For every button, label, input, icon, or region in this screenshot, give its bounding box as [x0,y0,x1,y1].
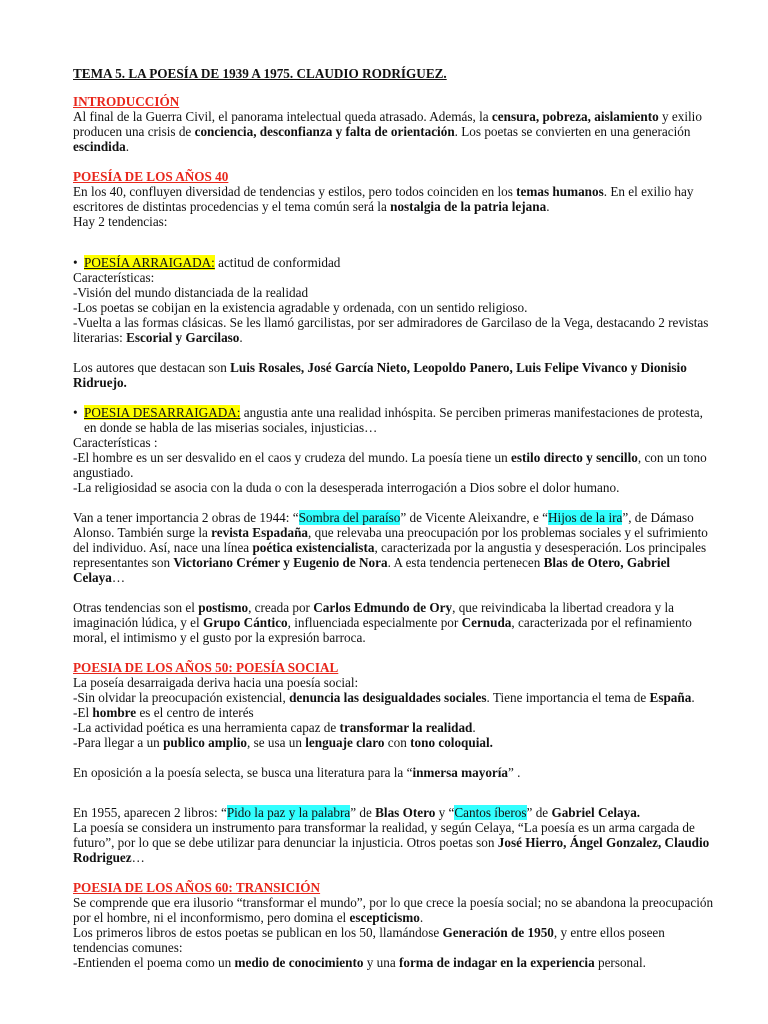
list-item: -Para llegar a un publico amplio, se usa un lenguaje claro con tono coloquial. [73,735,493,750]
section-heading: POESIA DE LOS AÑOS 60: TRANSICIÓN [73,880,321,895]
list-item: -La religiosidad se asocia con la duda o con la desesperada interrogación a Dios sobre el dolor humano. [73,480,620,495]
bullet-poesia-arraigada: • POESÍA ARRAIGADA: actitud de conformidad [73,255,341,270]
section-heading: INTRODUCCIÓN [73,94,180,109]
list-item: -El hombre es un ser desvalido en el caos y crudeza del mundo. La poesía tiene un estilo directo y sencillo, con un tono angustiado. [73,450,707,480]
highlighted-term: POESIA DESARRAIGADA: [84,405,241,420]
highlighted-title: Pido la paz y la palabra [226,805,351,820]
paragraph: Van a tener importancia 2 obras de 1944: “Sombra del paraíso” de Vicente Aleixandre, e “Hijos de la ira”, de Dámaso Alonso. También surge la revista Espadaña, que relevaba una preocupación por los problemas sociales y el sufrimiento del individuo. Así, nace una línea poética existencialista, caracterizada por la angustia y desesperación. Los principales representantes son Victoriano Crémer y Eugenio de Nora. A esta tendencia pertenecen Blas de Otero, Gabriel Celaya… [73,510,708,585]
list-item: -Visión del mundo distanciada de la realidad [73,285,309,300]
paragraph: Hay 2 tendencias: [73,214,168,229]
section-anos-60 [73,880,718,970]
paragraph: Los primeros libros de estos poetas se publican en los 50, llamándose Generación de 1950, y entre ellos poseen tendencias comunes: [73,925,665,955]
section-anos-40 [73,169,718,645]
list-item: -Los poetas se cobijan en la existencia agradable y ordenada, con un sentido religioso. [73,300,528,315]
highlighted-title: Sombra del paraíso [298,510,401,525]
highlighted-title: Cantos íberos [454,805,527,820]
paragraph: La poesía se considera un instrumento para transformar la realidad, y según Celaya, “La poesía es un arma cargada de futuro”, por lo que se debe utilizar para denunciar la injusticia. Otros poetas son José Hierro, Ángel Gonzalez, Claudio Rodriguez… [73,820,710,865]
highlighted-term: POESÍA ARRAIGADA: [84,255,215,270]
paragraph: Se comprende que era ilusorio “transformar el mundo”, por lo que crece la poesía social; no se abandona la preocupación por el hombre, ni el inconformismo, pero domina el escepticismo. [73,895,714,925]
paragraph: En oposición a la poesía selecta, se busca una literatura para la “inmersa mayoría” . [73,765,521,780]
document-title: TEMA 5. LA POESÍA DE 1939 A 1975. CLAUDIO RODRÍGUEZ. [73,66,447,81]
bullet-icon: • [73,405,78,420]
section-heading: POESIA DE LOS AÑOS 50: POESÍA SOCIAL [73,660,339,675]
list-item: -La actividad poética es una herramienta capaz de transformar la realidad. [73,720,476,735]
paragraph: Al final de la Guerra Civil, el panorama intelectual queda atrasado. Además, la censura, pobreza, aislamiento y exilio producen una crisis de conciencia, desconfianza y falta de orientación. Los poetas se convierten en una generación escindida. [73,109,702,154]
list-label: Características : [73,435,158,450]
section-introduccion [73,94,718,154]
section-heading: POESÍA DE LOS AÑOS 40 [73,169,229,184]
list-item: -El hombre es el centro de interés [73,705,254,720]
highlighted-title: Hijos de la ira [548,510,623,525]
list-item: -Entienden el poema como un medio de conocimiento y una forma de indagar en la experiencia personal. [73,955,646,970]
bullet-icon: • [73,255,78,270]
paragraph: En 1955, aparecen 2 libros: “Pido la paz y la palabra” de Blas Otero y “Cantos íberos” de Gabriel Celaya. [73,805,641,820]
section-anos-50 [73,660,718,865]
paragraph: En los 40, confluyen diversidad de tendencias y estilos, pero todos coinciden en los temas humanos. En el exilio hay escritores de distintas procedencias y el tema común será la nostalgia de la patria lejana. [73,184,694,214]
list-item: -Sin olvidar la preocupación existencial, denuncia las desigualdades sociales. Tiene importancia el tema de España. [73,690,695,705]
list-item: -Vuelta a las formas clásicas. Se les llamó garcilistas, por ser admiradores de Garcilaso de la Vega, destacando 2 revistas literarias: Escorial y Garcilaso. [73,315,709,345]
bullet-poesia-desarraigada: • POESIA DESARRAIGADA: angustia ante una realidad inhóspita. Se perciben primeras manifestaciones de protesta, en donde se habla de las miserias sociales, injusticias… [73,405,703,435]
paragraph: Los autores que destacan son Luis Rosales, José García Nieto, Leopoldo Panero, Luis Felipe Vivanco y Dionisio Ridruejo. [73,360,687,390]
paragraph: Otras tendencias son el postismo, creada por Carlos Edmundo de Ory, que reivindicaba la libertad creadora y la imaginación lúdica, y el Grupo Cántico, influenciada especialmente por Cernuda, caracterizada por el refinamiento moral, el intimismo y el gusto por la expresión barroca. [73,600,692,645]
list-label: Características: [73,270,155,285]
paragraph: La poseía desarraigada deriva hacia una poesía social: [73,675,359,690]
